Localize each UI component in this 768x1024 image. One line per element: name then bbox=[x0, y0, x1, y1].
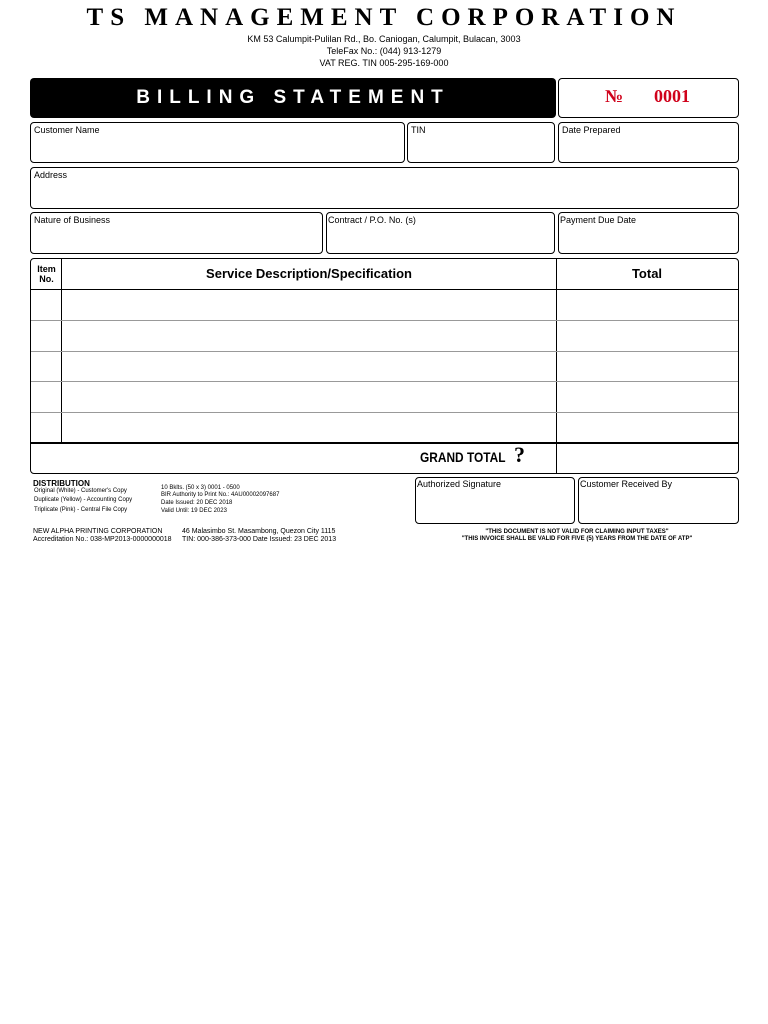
tin-field[interactable] bbox=[407, 122, 555, 163]
service-table bbox=[30, 258, 739, 474]
company-telefax: TeleFax No.: (044) 913-1279 bbox=[326, 46, 442, 56]
authorized-signature-field[interactable] bbox=[415, 477, 575, 524]
contract-po-field[interactable] bbox=[326, 212, 555, 254]
company-name: TS MANAGEMENT CORPORATION bbox=[86, 4, 682, 31]
nature-of-business-field[interactable] bbox=[30, 212, 323, 254]
customer-name-field[interactable] bbox=[30, 122, 405, 163]
payment-due-date-field[interactable] bbox=[558, 212, 739, 254]
printer-address: 46 Malasimbo St. Masambong, Quezon City 1115 bbox=[182, 528, 336, 535]
notice-input-taxes: "THIS DOCUMENT IS NOT VALID FOR CLAIMING INPUT TAXES" bbox=[485, 529, 669, 535]
atp-authority: BIR Authority to Print No.: 4AU00002097687 bbox=[161, 492, 280, 498]
address-field[interactable] bbox=[30, 167, 739, 209]
header-divider bbox=[31, 289, 739, 290]
printer-name: NEW ALPHA PRINTING CORPORATION bbox=[33, 528, 163, 535]
item-no-header bbox=[31, 259, 62, 289]
date-prepared-label: Date Prepared bbox=[562, 125, 621, 135]
distribution-triplicate: Triplicate (Pink) - Central File Copy bbox=[34, 507, 128, 513]
customer-name-label: Customer Name bbox=[34, 125, 100, 135]
payment-due-date-label: Payment Due Date bbox=[560, 215, 637, 225]
authorized-signature-label: Authorized Signature bbox=[417, 479, 502, 489]
atp-booklets: 10 Bklts. (50 x 3) 0001 - 0500 bbox=[161, 485, 240, 491]
distribution-title: DISTRIBUTION bbox=[33, 479, 90, 488]
item-header-line2: No. bbox=[39, 274, 54, 284]
item-header-line1: Item bbox=[37, 264, 56, 274]
company-address: KM 53 Calumpit-Pulilan Rd., Bo. Caniogan, Calumpit, Bulacan, 3003 bbox=[247, 34, 521, 44]
description-header: Service Description/Specification bbox=[206, 266, 412, 281]
tin-label: TIN bbox=[411, 125, 426, 135]
serial-number-box bbox=[558, 78, 739, 118]
row-divider bbox=[31, 381, 739, 382]
address-label: Address bbox=[34, 170, 68, 180]
company-vat: VAT REG. TIN 005-295-169-000 bbox=[319, 58, 449, 68]
customer-received-label: Customer Received By bbox=[580, 479, 673, 489]
grand-total-mark: ? bbox=[514, 442, 525, 467]
customer-received-by-field[interactable] bbox=[578, 477, 739, 524]
document-title: BILLING STATEMENT bbox=[30, 78, 556, 118]
printer-tin: TIN: 000-386-373-000 Date Issued: 23 DEC 2013 bbox=[182, 536, 337, 543]
notice-validity: "THIS INVOICE SHALL BE VALID FOR FIVE (5) YEARS FROM THE DATE OF ATP" bbox=[461, 536, 693, 542]
nature-of-business-label: Nature of Business bbox=[34, 215, 111, 225]
date-prepared-field[interactable] bbox=[558, 122, 739, 163]
atp-date-issued: Date Issued: 20 DEC 2018 bbox=[161, 500, 233, 506]
distribution-original: Original (White) - Customer's Copy bbox=[34, 488, 127, 494]
total-header: Total bbox=[631, 266, 663, 281]
row-divider bbox=[31, 412, 739, 413]
grand-total-divider bbox=[31, 442, 739, 444]
printer-accreditation: Accreditation No.: 038-MP2013-0000000018 bbox=[33, 536, 172, 543]
row-divider bbox=[31, 351, 739, 352]
atp-valid-until: Valid Until: 19 DEC 2023 bbox=[161, 508, 227, 514]
contract-po-label: Contract / P.O. No. (s) bbox=[328, 215, 416, 225]
distribution-duplicate: Duplicate (Yellow) - Accounting Copy bbox=[34, 497, 133, 503]
grand-total-label: GRAND TOTAL bbox=[420, 449, 506, 465]
row-divider bbox=[31, 320, 739, 321]
serial-number: 0001 bbox=[654, 86, 690, 106]
number-sign: № bbox=[605, 86, 624, 106]
